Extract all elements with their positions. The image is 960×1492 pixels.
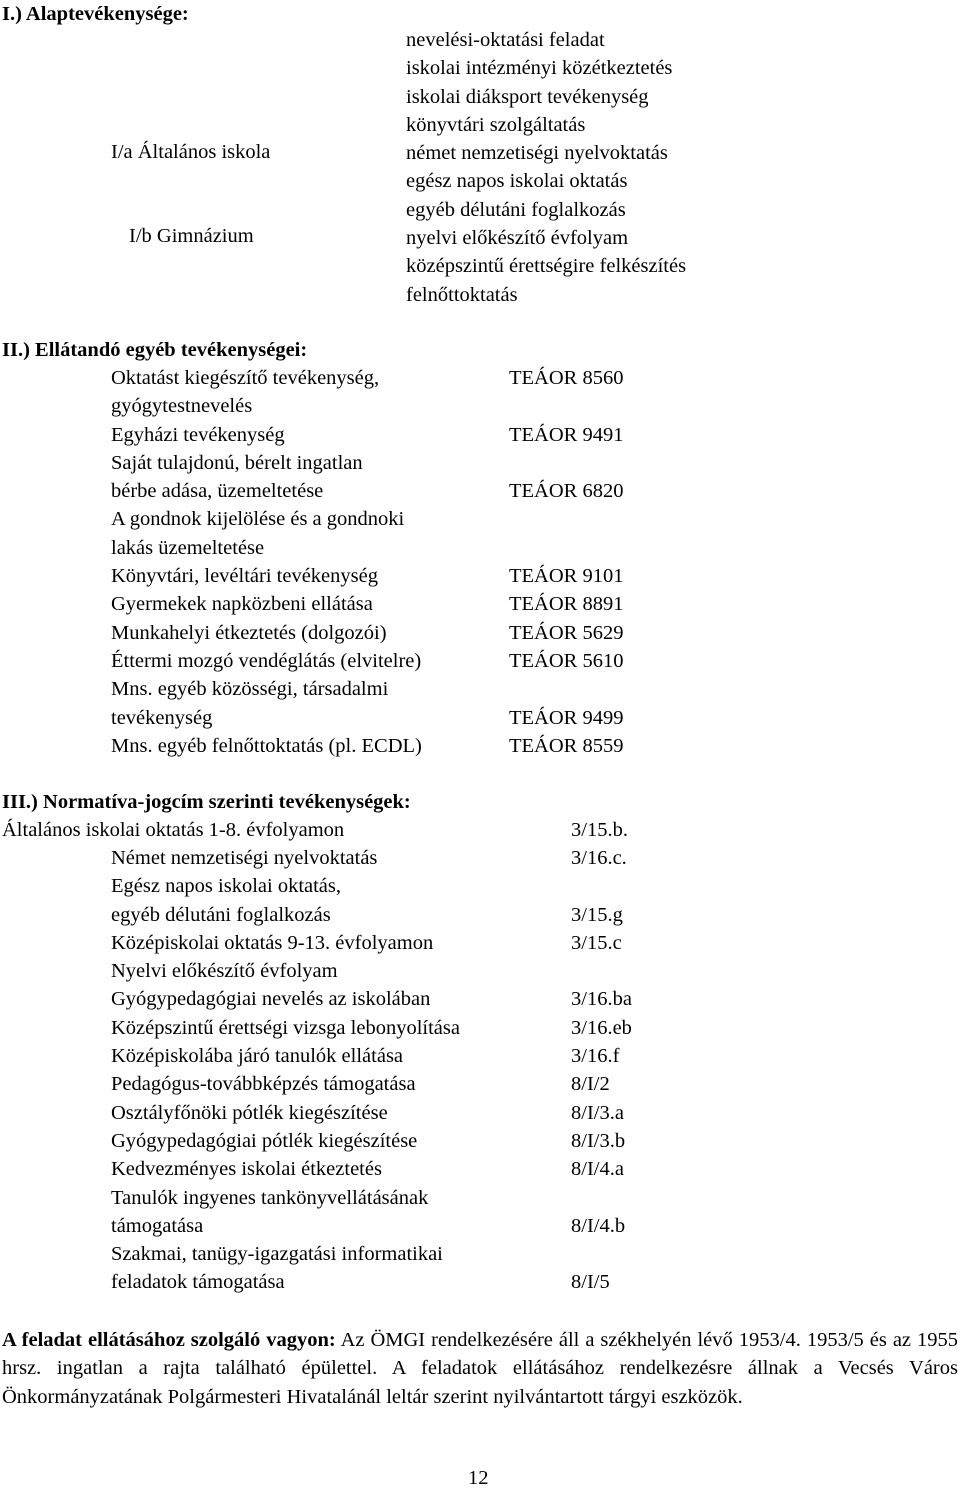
normative-code: 8/I/4.a bbox=[571, 1158, 624, 1181]
normative-code: 3/15.g bbox=[571, 903, 623, 926]
normative-label: Szakmai, tanügy-igazgatási informatikai bbox=[111, 1243, 443, 1266]
teaor-code: TEÁOR 9101 bbox=[509, 565, 624, 588]
normative-table bbox=[111, 844, 632, 1297]
normative-label: Középiskolába járó tanulók ellátása bbox=[111, 1045, 404, 1068]
activity-item: nyelvi előkészítő évfolyam bbox=[406, 227, 629, 250]
activity-label: Gyermekek napközbeni ellátása bbox=[111, 593, 373, 616]
activity-item: egész napos iskolai oktatás bbox=[406, 170, 628, 193]
normative-code: 8/I/3.a bbox=[571, 1101, 624, 1124]
activity-label: Éttermi mozgó vendéglátás (elvitelre) bbox=[111, 649, 422, 672]
activity-label: A gondnok kijelölése és a gondnoki bbox=[111, 508, 405, 531]
activity-item: egyéb délutáni foglalkozás bbox=[406, 198, 626, 221]
activity-label: lakás üzemeltetése bbox=[111, 536, 265, 559]
normative-code bbox=[571, 1184, 632, 1212]
page-number: 12 bbox=[468, 1467, 489, 1489]
normative-code bbox=[571, 1240, 632, 1268]
normative-label: Pedagógus-továbbképzés támogatása bbox=[111, 1073, 416, 1096]
normative-label: Kedvezményes iskolai étkeztetés bbox=[111, 1158, 382, 1181]
normative-code: 8/I/5 bbox=[571, 1271, 610, 1294]
normative-label: Egész napos iskolai oktatás, bbox=[111, 875, 342, 898]
normative-label: Gyógypedagógiai pótlék kiegészítése bbox=[111, 1129, 418, 1152]
teaor-code bbox=[509, 449, 623, 477]
assets-lead: A feladat ellátásához szolgáló vagyon: bbox=[2, 1329, 336, 1351]
teaor-code: TEÁOR 5610 bbox=[509, 649, 624, 672]
normative-code: 8/I/4.b bbox=[571, 1214, 626, 1237]
school-type-gymnasium: I/b Gimnázium bbox=[129, 225, 254, 247]
activity-item: nevelési-oktatási feladat bbox=[406, 29, 605, 51]
activity-item: középszintű érettségire felkészítés bbox=[406, 255, 687, 278]
activity-label: Oktatást kiegészítő tevékenység, bbox=[111, 367, 380, 389]
normative-code: 3/16.c. bbox=[571, 847, 627, 869]
normative-label: Osztályfőnöki pótlék kiegészítése bbox=[111, 1101, 388, 1124]
activity-item: iskolai diáksport tevékenység bbox=[406, 85, 649, 108]
activity-label: bérbe adása, üzemeltetése bbox=[111, 480, 324, 503]
normative-label: Tanulók ingyenes tankönyvellátásának bbox=[111, 1186, 429, 1209]
normative-label: Német nemzetiségi nyelvoktatás bbox=[111, 847, 378, 869]
activity-label: gyógytestnevelés bbox=[111, 395, 253, 418]
normative-label: támogatása bbox=[111, 1214, 204, 1237]
normative-code: 3/16.eb bbox=[571, 1016, 632, 1039]
normative-label: feladatok támogatása bbox=[111, 1271, 285, 1294]
activity-label: Mns. egyéb felnőttoktatás (pl. ECDL) bbox=[111, 734, 422, 757]
normative-first-row bbox=[2, 816, 628, 844]
teaor-code bbox=[509, 505, 623, 533]
activity-label: Saját tulajdonú, bérelt ingatlan bbox=[111, 451, 363, 474]
section1-heading: I.) Alaptevékenysége: bbox=[2, 3, 189, 25]
activity-label: Munkahelyi étkeztetés (dolgozói) bbox=[111, 621, 387, 644]
section3-heading: III.) Normatíva-jogcím szerinti tevékenységek: bbox=[2, 791, 411, 813]
teaor-code: TEÁOR 9491 bbox=[509, 423, 624, 446]
normative-code bbox=[571, 872, 632, 900]
activity-item: német nemzetiségi nyelvoktatás bbox=[406, 142, 668, 165]
teaor-code: TEÁOR 8559 bbox=[509, 734, 624, 757]
assets-paragraph bbox=[2, 1326, 958, 1411]
normative-label: Középszintű érettségi vizsga lebonyolítása bbox=[111, 1016, 460, 1039]
normative-label: egyéb délutáni foglalkozás bbox=[111, 903, 331, 926]
normative-code: 3/16.f bbox=[571, 1045, 620, 1068]
teaor-code bbox=[509, 392, 623, 420]
activity-item: könyvtári szolgáltatás bbox=[406, 113, 586, 136]
normative-code: 3/15.b. bbox=[571, 819, 628, 841]
normative-label: Nyelvi előkészítő évfolyam bbox=[111, 960, 338, 983]
normative-code: 8/I/3.b bbox=[571, 1129, 626, 1152]
section2-heading: II.) Ellátandó egyéb tevékenységei: bbox=[2, 339, 308, 361]
activity-label: Könyvtári, levéltári tevékenység bbox=[111, 565, 378, 588]
teaor-code bbox=[509, 534, 623, 562]
activity-label: tevékenység bbox=[111, 706, 213, 729]
school-type-general: I/a Általános iskola bbox=[111, 141, 271, 163]
teaor-code: TEÁOR 6820 bbox=[509, 480, 624, 503]
teaor-code: TEÁOR 8891 bbox=[509, 593, 624, 616]
other-activities-table bbox=[111, 364, 623, 760]
activity-item: iskolai intézményi közétkeztetés bbox=[406, 57, 673, 80]
activity-item: felnőttoktatás bbox=[406, 283, 518, 306]
normative-label: Gyógypedagógiai nevelés az iskolában bbox=[111, 988, 431, 1011]
activity-label: Egyházi tevékenység bbox=[111, 423, 285, 446]
normative-code bbox=[571, 957, 632, 985]
teaor-code: TEÁOR 5629 bbox=[509, 621, 624, 644]
normative-label: Középiskolai oktatás 9-13. évfolyamon bbox=[111, 931, 434, 954]
normative-code: 3/15.c bbox=[571, 931, 622, 954]
normative-label: Általános iskolai oktatás 1-8. évfolyamon bbox=[2, 819, 345, 841]
normative-code: 3/16.ba bbox=[571, 988, 632, 1011]
teaor-code bbox=[509, 675, 623, 703]
activity-list bbox=[406, 26, 686, 309]
teaor-code: TEÁOR 8560 bbox=[509, 367, 624, 389]
activity-label: Mns. egyéb közösségi, társadalmi bbox=[111, 678, 389, 701]
assets-text: Az ÖMGI rendelkezésére áll a székhelyén lévő 1953/4. 1953/5 és az 1955 hrsz. ingatlan a rajta található épülettel. A feladatok ellátásához rendelkezésre állnak a Vecsés Város Önkormányzatának Polgármesteri Hivatalánál leltár szerint nyilvántartott tárgyi eszközök. bbox=[2, 1329, 959, 1408]
normative-code: 8/I/2 bbox=[571, 1073, 610, 1096]
teaor-code: TEÁOR 9499 bbox=[509, 706, 624, 729]
